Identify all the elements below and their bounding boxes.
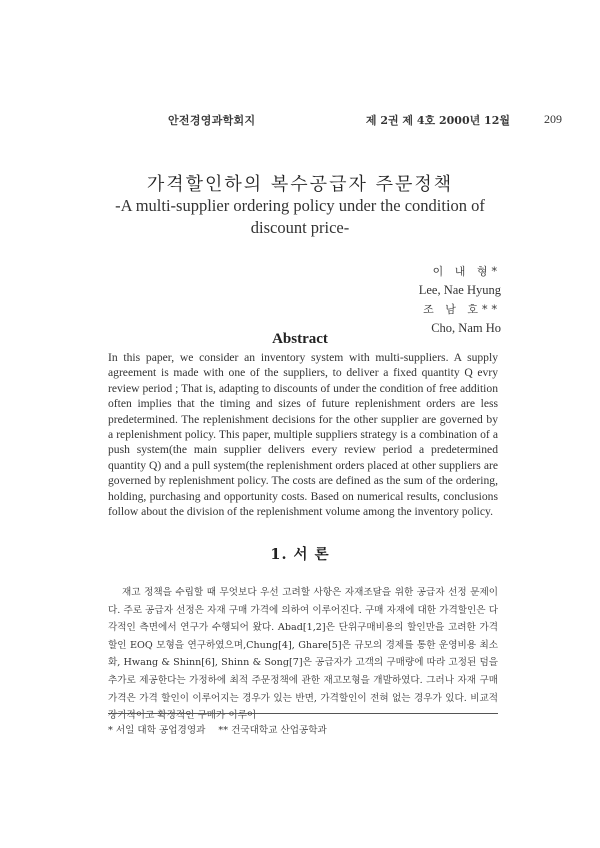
author-name-english: Lee, Nae Hyung (418, 283, 501, 297)
abstract-text: In this paper, we consider an inventory system with multi-suppliers. A supply agreement is made with one of the suppliers, to deliver a fixed quantity Q evry review period ; That is, adapting to discounts of under the condition of free addition often implies that the timing and sizes of future replenishment orders are less predetermined. The replenishment decisions for the other supplier are governed by a replenishment policy. This paper, multiple suppliers strategy is a combination of a push system(the main supplier delivers every review period a predetermined quantity Q) and a pull system(the replenishment orders placed at other suppliers are governed by replenishment policy. The costs are defined as the sum of the ordering, holding, purchasing and opportunity costs. Based on numerical results, conclusions follow about the division of the replenishment volume among the inventory policy. (108, 351, 498, 519)
author-name-korean: 이 내 형* (432, 265, 501, 278)
footnote-divider (108, 713, 498, 714)
abstract-heading: Abstract (272, 331, 328, 347)
author-block (419, 262, 501, 338)
section-heading: 1. 서 론 (270, 546, 330, 563)
korean-title: 가격할인하의 복수공급자 주문정책 (146, 174, 454, 195)
body-text (108, 584, 498, 725)
paragraph: 재고 정책을 수립할 때 무엇보다 우선 고려할 사항은 자재조달을 위한 공급자 선정 문제이다. 주로 공급자 선정은 자재 구매 가격에 의하여 이루어진다. 구매 자재에 대한 가격할인은 다각적인 측면에서 연구가 수행되어 왔다. Abad[1,2]은 단위구매비용의 할인만을 고려한 가격할인 EOQ 모형을 연구하였으며,Chung[4], Ghare[5]은 규모의 경제를 통한 운영비용 최소화, Hwang & Shinn[6], Shinn & Song[7]은 공급자가 고객의 구매량에 따라 고정된 덤을 추가로 제공한다는 가정하에 최적 주문정책에 관한 재고모형을 개발하였다. 그러나 자재 구매가격은 가격 할인이 이루어지는 경우가 있는 반면, 가격할인이 전혀 없는 경우가 있다. 비교적 장기적이고 확정적인 구매가 이루어 (108, 587, 498, 722)
page-number: 209 (544, 112, 562, 126)
journal-name: 안전경영과학회지 (168, 114, 256, 127)
running-header (168, 112, 562, 128)
author-name-english: Cho, Nam Ho (431, 321, 501, 335)
footnote: ** 건국대학교 산업공학과 (218, 725, 327, 736)
english-title: -A multi-supplier ordering policy under the condition of discount price- (115, 196, 485, 237)
issue-info: 제 2권 제 4호 2000년 12월 (365, 114, 510, 127)
footnotes (108, 722, 498, 736)
footnote: * 서일 대학 공업경영과 (108, 725, 206, 736)
author-name-korean: 조 남 호** (423, 303, 501, 316)
